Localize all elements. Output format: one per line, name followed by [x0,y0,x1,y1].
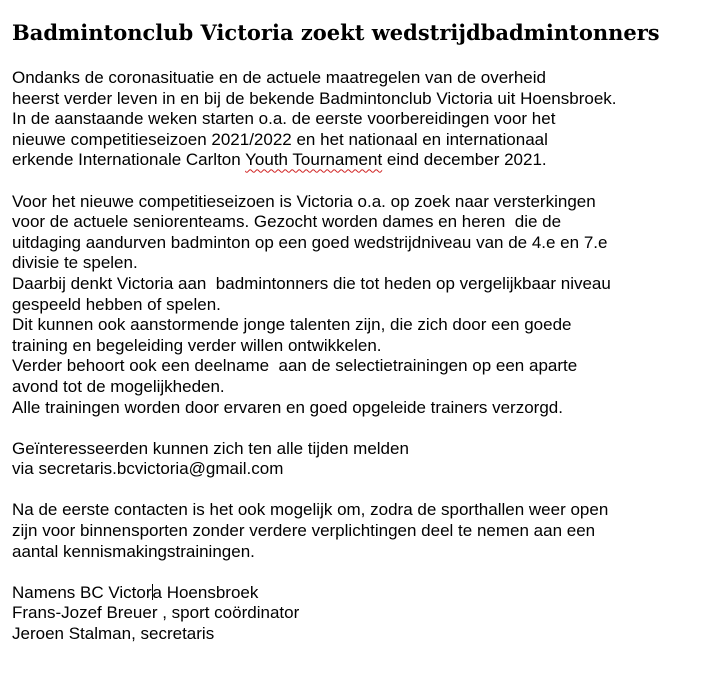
blank-line [12,171,708,192]
text-line: Alle trainingen worden door ervaren en goed opgeleide trainers verzorgd. [12,397,563,417]
text-segment: a Hoensbroek [152,582,259,602]
signature-block [12,583,708,645]
contact-email-line: via secretaris.bcvictoria@gmail.com [12,459,284,479]
document-body[interactable] [12,68,708,645]
text-line: avond tot de mogelijkheden. [12,376,225,396]
text-line: aantal kennismakingstrainingen. [12,541,255,561]
text-segment: erkende Internationale Carlton [12,150,246,170]
text-line: Geïnteresseerden kunnen zich ten alle tijden melden [12,438,409,458]
signature-line: Frans-Jozef Breuer , sport coördinator [12,603,300,623]
text-line: Ondanks de coronasituatie en de actuele maatregelen van de overheid [12,68,546,87]
text-segment: eind december 2021. [382,150,547,170]
text-line: zijn voor binnensporten zonder verdere verplichtingen deel te nemen aan een [12,521,596,541]
text-line: Verder behoort ook een deelname aan de selectietrainingen op een aparte [12,356,578,376]
document-page[interactable] [12,18,708,645]
blank-line [12,562,708,583]
text-line: uitdaging aandurven badminton op een goed wedstrijdniveau van de 4.e en 7.e [12,232,608,252]
text-line: nieuwe competitieseizoen 2021/2022 en het nationaal en internationaal [12,129,548,149]
text-line: divisie te spelen. [12,253,138,273]
text-line: Daarbij denkt Victoria aan badmintonners die tot heden op vergelijkbaar niveau [12,273,611,293]
signature-line [12,583,708,604]
text-line [12,150,708,171]
document-title: Badmintonclub Victoria zoekt wedstrijdbadmintonners [12,20,660,45]
paragraph-contact [12,439,708,480]
text-line: Na de eerste contacten is het ook mogelijk om, zodra de sporthallen weer open [12,500,609,520]
text-line: voor de actuele seniorenteams. Gezocht worden dames en heren die de [12,212,562,232]
text-segment: Namens BC Victor [12,582,152,602]
blank-line [12,480,708,501]
spellcheck-flagged-text[interactable]: Youth Tournament [245,150,383,170]
text-line: In de aanstaande weken starten o.a. de eerste voorbereidingen voor het [12,109,556,129]
paragraph-trainings [12,500,708,562]
signature-line: Jeroen Stalman, secretaris [12,624,215,644]
blank-line [12,418,708,439]
paragraph-intro [12,68,708,171]
paragraph-recruitment [12,192,708,419]
text-line: heerst verder leven in en bij de bekende Badmintonclub Victoria uit Hoensbroek. [12,88,617,108]
text-line: gespeeld hebben of spelen. [12,294,221,314]
text-line: Dit kunnen ook aanstormende jonge talenten zijn, die zich door een goede [12,315,572,335]
text-line: Voor het nieuwe competitieseizoen is Victoria o.a. op zoek naar versterkingen [12,191,596,211]
text-line: training en begeleiding verder willen ontwikkelen. [12,335,382,355]
